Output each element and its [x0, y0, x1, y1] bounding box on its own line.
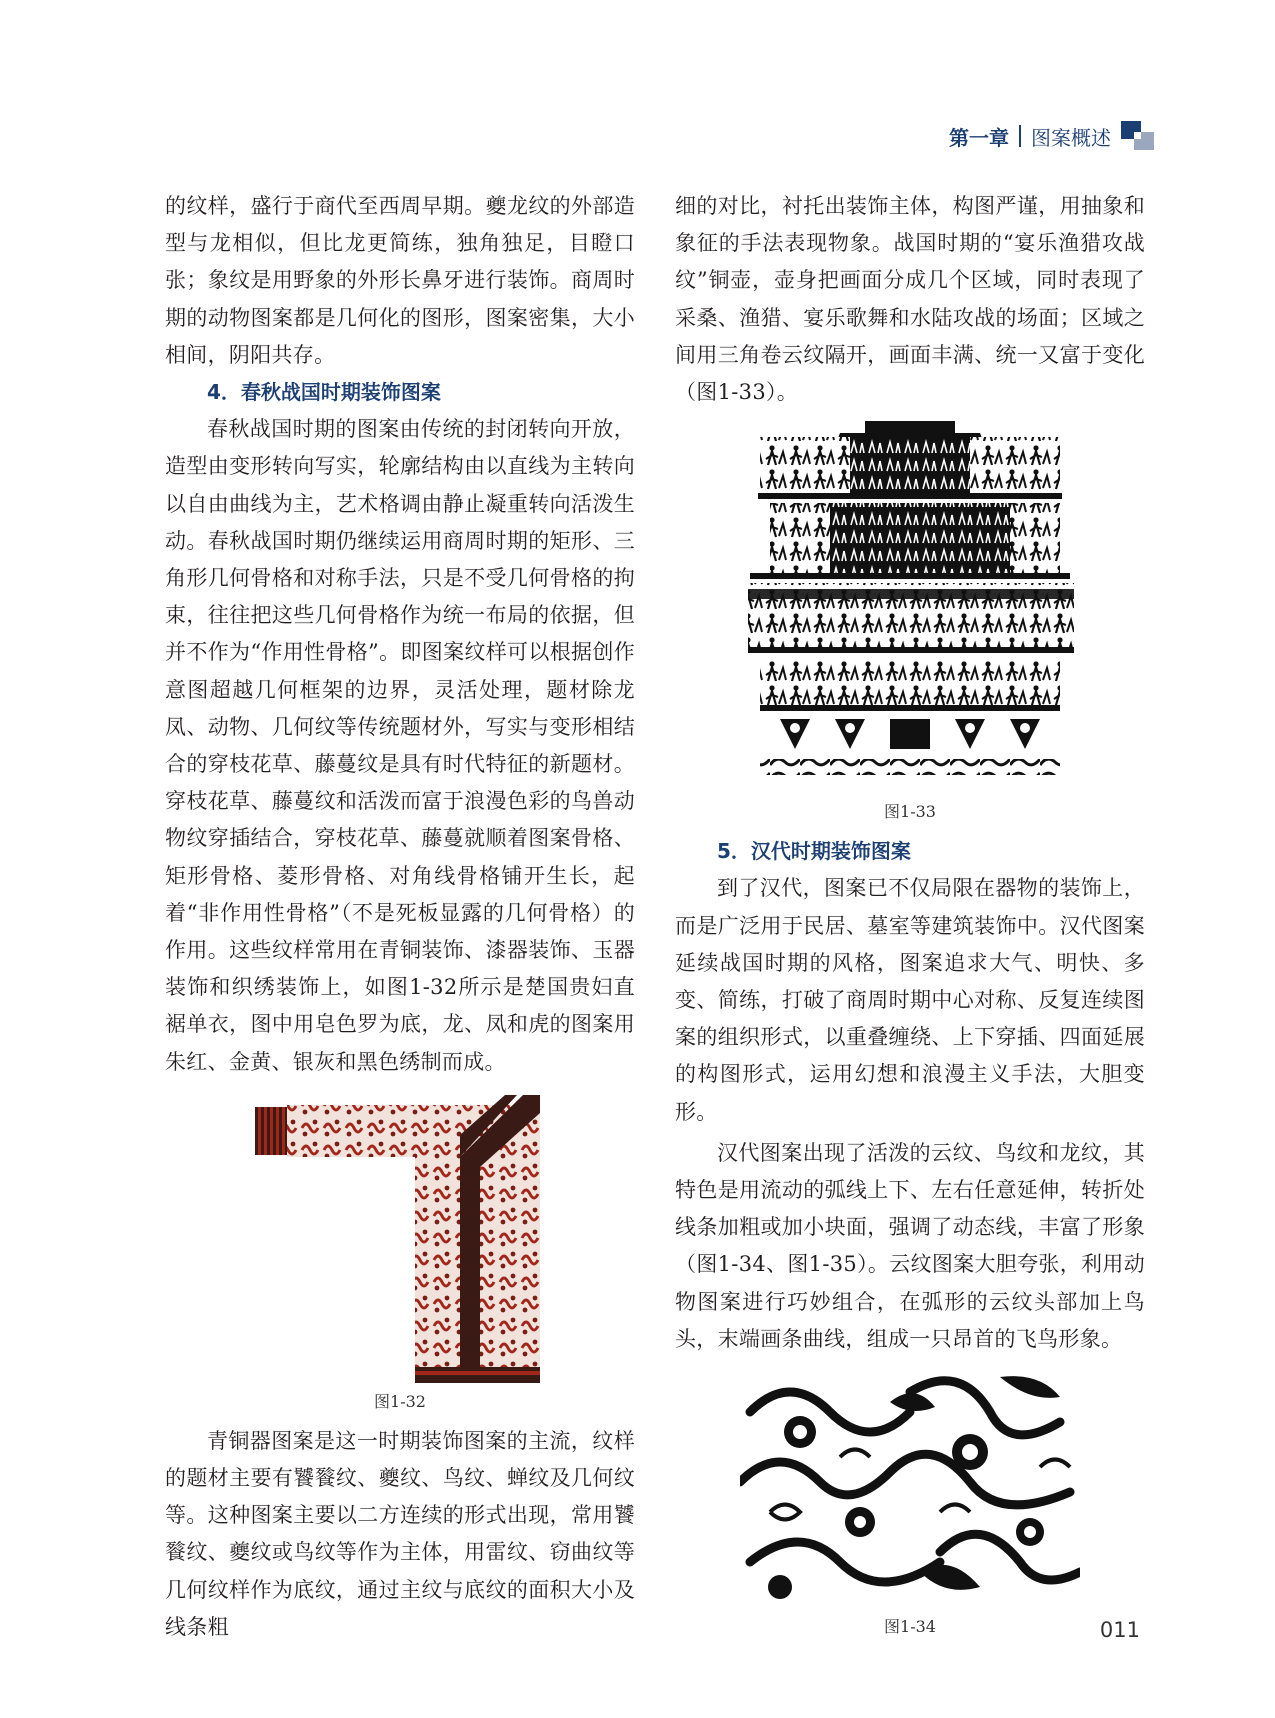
- figure-1-33: [675, 419, 1145, 825]
- bronze-vessel-image: [740, 419, 1080, 793]
- paragraph: 的纹样，盛行于商代至西周早期。夔龙纹的外部造型与龙相似，但比龙更简练，独角独足，目瞪口张；象纹是用野象的外形长鼻牙进行装饰。商周时期的动物图案都是几何化的图形，图案密集，大小相间，阴阳共存。: [165, 194, 635, 367]
- page-number: 011: [1099, 1618, 1140, 1642]
- chapter-mark-icon: [1121, 121, 1155, 151]
- section-label: 图案概述: [1031, 125, 1111, 150]
- paragraph: 春秋战国时期的图案由传统的封闭转向开放，造型由变形转向写实，轮廓结构由以直线为主转向以自由曲线为主，艺术格调由静止凝重转向活泼生动。春秋战国时期仍继续运用商周时期的矩形、三角形几何骨格和对称手法，只是不受几何骨格的拘束，往往把这些几何骨格作为统一布局的依据，但并不作为“作用性骨格”。即图案纹样可以根据创作意图超越几何框架的边界，灵活处理，题材除龙凤、动物、几何纹等传统题材外，写实与变形相结合的穿枝花草、藤蔓纹是具有时代特征的新题材。穿枝花草、藤蔓纹和活泼而富于浪漫色彩的鸟兽动物纹穿插结合，穿枝花草、藤蔓就顺着图案骨格、矩形骨格、菱形骨格、对角线骨格铺开生长，起着“非作用性骨格”（不是死板显露的几何骨格）的作用。这些纹样常用在青铜装饰、漆器装饰、玉器装饰和织绣装饰上，如图1-32所示是楚国贵妇直裾单衣，图中用皂色罗为底，龙、凤和虎的图案用朱红、金黄、银灰和黑色绣制而成。: [165, 417, 635, 1074]
- section-heading-5: 5．汉代时期装饰图案: [717, 839, 911, 864]
- paragraph: 汉代图案出现了活泼的云纹、鸟纹和龙纹，其特色是用流动的弧线上下、左右任意延伸，转折处线条加粗或加小块面，强调了动态线，丰富了形象（图1-34、图1-35）。云纹图案大胆夸张，利用动物图案进行巧妙组合，在弧形的云纹头部加上鸟头，末端画条曲线，组成一只昂首的飞鸟形象。: [675, 1140, 1145, 1351]
- header-divider: [1019, 125, 1021, 147]
- running-header: [949, 120, 1155, 152]
- figure-caption: 图1-33: [884, 802, 936, 822]
- left-column: [165, 188, 635, 1646]
- paragraph: 青铜器图案是这一时期装饰图案的主流，纹样的题材主要有饕餮纹、夔纹、鸟纹、蝉纹及几何纹等。这种图案主要以二方连续的形式出现，常用饕餮纹、夔纹或鸟纹等作为主体，用雷纹、窃曲纹等几何纹样作为底纹，通过主纹与底纹的面积大小及线条粗: [165, 1428, 635, 1639]
- figure-1-34: [675, 1372, 1145, 1640]
- han-cloud-pattern-image: [740, 1372, 1080, 1608]
- figure-1-32: [165, 1095, 635, 1415]
- figure-caption: 图1-32: [374, 1391, 426, 1411]
- section-heading-4: 4．春秋战国时期装饰图案: [207, 380, 441, 405]
- paragraph: 细的对比，衬托出装饰主体，构图严谨，用抽象和象征的手法表现物象。战国时期的“宴乐渔猎攻战纹”铜壶，壶身把画面分成几个区域，同时表现了采桑、渔猎、宴乐歌舞和水陆攻战的场面；区域之间用三角卷云纹隔开，画面丰满、统一又富于变化（图1-33）。: [675, 194, 1145, 405]
- figure-caption: 图1-34: [884, 1617, 936, 1637]
- paragraph: 到了汉代，图案已不仅局限在器物的装饰上，而是广泛用于民居、墓室等建筑装饰中。汉代图案延续战国时期的风格，图案追求大气、明快、多变、简练，打破了商周时期中心对称、反复连续图案的组织形式，以重叠缠绕、上下穿插、四面延展的构图形式，运用幻想和浪漫主义手法，大胆变形。: [675, 876, 1145, 1124]
- right-column: [675, 188, 1145, 1640]
- robe-pattern-image: [255, 1095, 545, 1383]
- chapter-label: 第一章: [949, 125, 1009, 150]
